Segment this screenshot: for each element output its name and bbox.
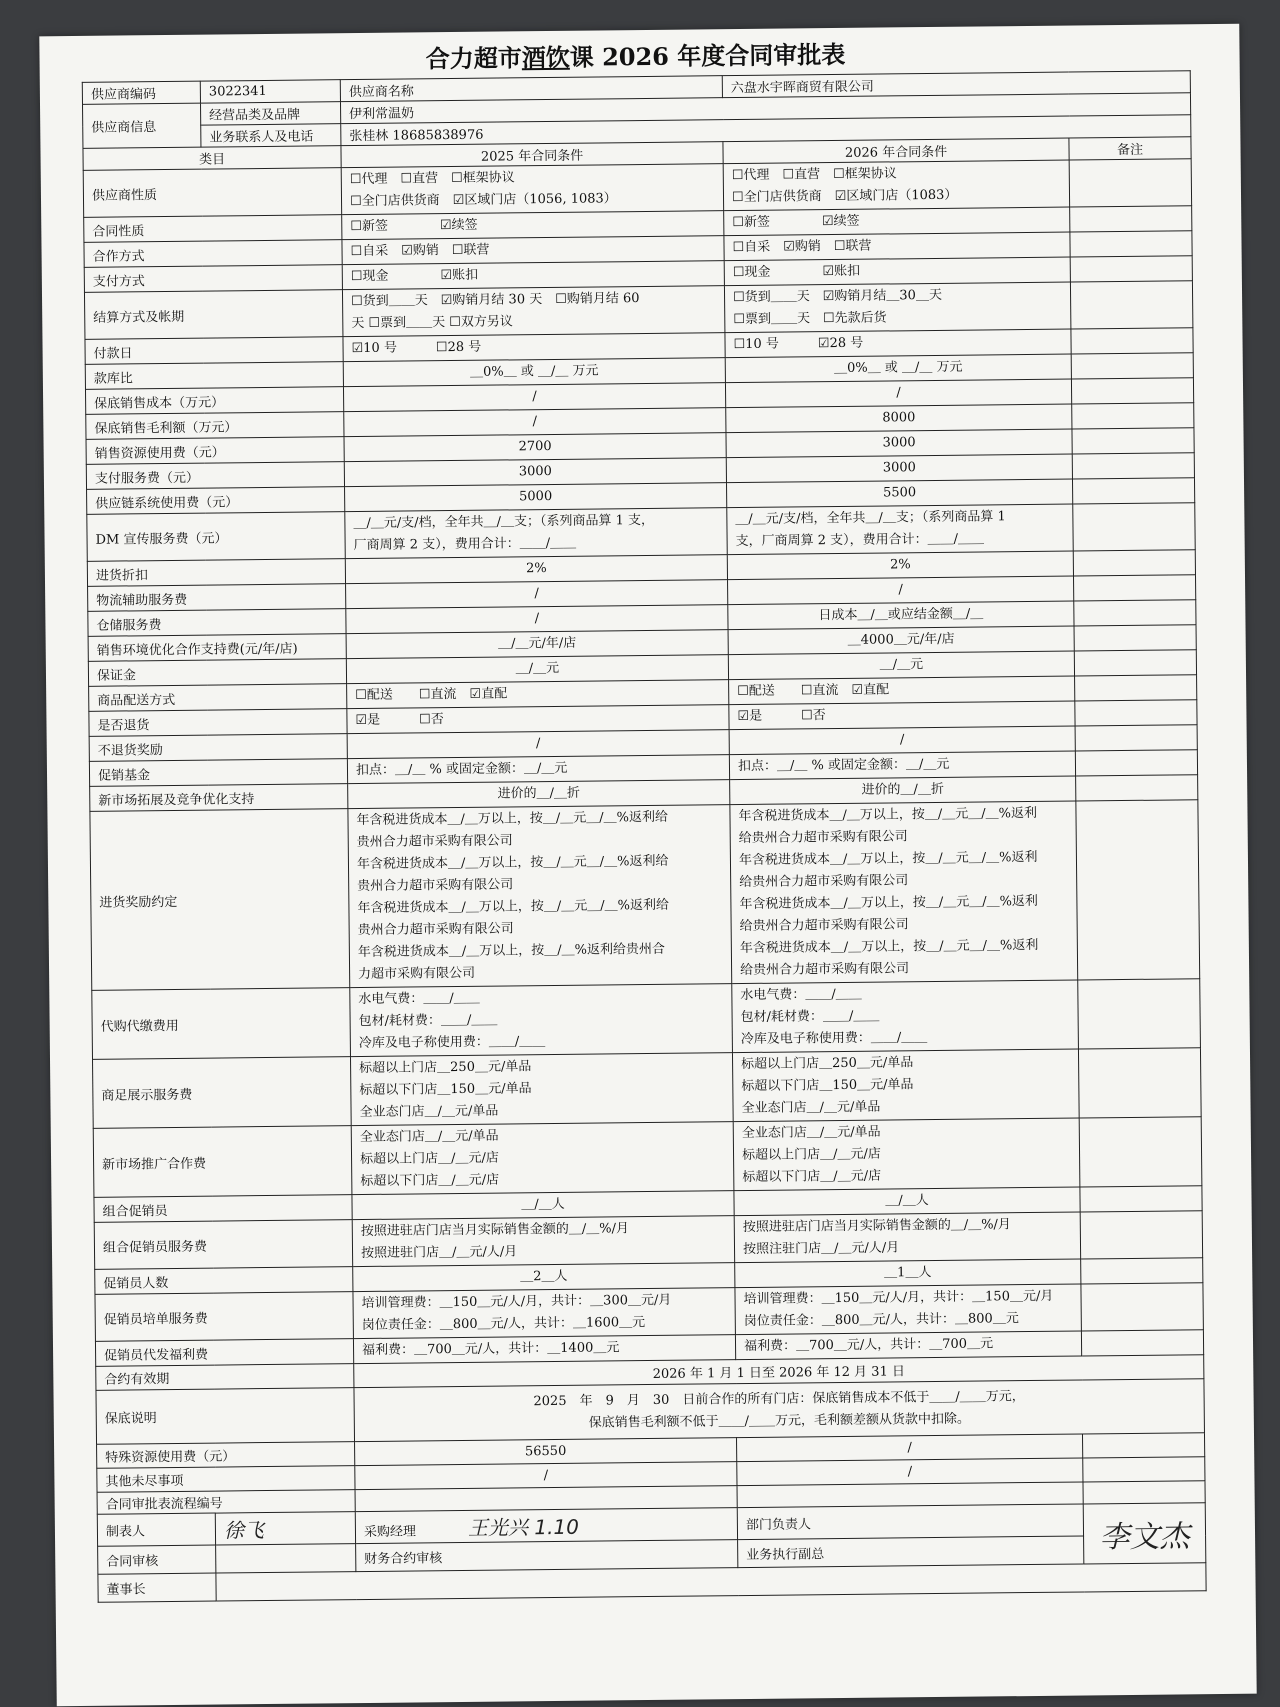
nature-label: 供应商性质 (83, 168, 341, 218)
validity-label: 合约有效期 (96, 1364, 354, 1391)
rebate-2026 (730, 801, 1078, 984)
combosvc-a-line: 按照进驻店门店当月实际销售金额的＿/＿%/月 (360, 1221, 630, 1240)
discount-a-line: 2% (526, 561, 547, 577)
finance-label: 财务合约审核 (356, 1540, 738, 1572)
supply-b-line: 5500 (882, 485, 917, 501)
settle-2025 (342, 286, 724, 337)
combosvc-label: 组合促销员服务费 (94, 1220, 352, 1270)
contact-value: 张桂林 18685838976 (341, 115, 1191, 146)
newpromo-a-line: 标超以下门店＿/＿元/店 (360, 1172, 500, 1190)
newmarket-2026 (730, 776, 1076, 805)
rebate-b-line: 年含税进货成本＿/＿万以上，按＿/＿元＿/＿%返利 (738, 849, 1038, 869)
agent-b-line: 包材/耗材费：＿＿/＿＿ (740, 1008, 880, 1026)
paysvc-note (1072, 453, 1194, 479)
return-label: 是否退货 (89, 709, 347, 737)
header-type: 类目 (83, 146, 341, 171)
rebate-a-line: 贵州合力超市采购有限公司 (357, 877, 514, 895)
display-2025 (350, 1053, 733, 1126)
flow-number-note (1083, 1481, 1205, 1504)
training-2025 (353, 1288, 735, 1339)
rebate-b-line: 给贵州合力超市采购有限公司 (740, 961, 910, 979)
other-2026: / (737, 1458, 1083, 1486)
rebate-label: 进货奖励约定 (90, 809, 350, 991)
resource-label: 销售资源使用费（元） (86, 437, 344, 465)
paysvc-b-line: 3000 (882, 460, 916, 476)
maker-label: 制表人 (97, 1513, 215, 1546)
discount-label: 进货折扣 (87, 559, 345, 587)
contract-label: 合同性质 (84, 215, 342, 243)
combosvc-2025 (352, 1216, 734, 1267)
resource-a-line: 2700 (518, 438, 552, 455)
ratio-2026 (725, 354, 1071, 383)
resource-note (1072, 428, 1194, 454)
newpromo-2025 (351, 1122, 734, 1195)
coop-label: 合作方式 (84, 240, 342, 268)
contract-note (1070, 206, 1192, 232)
agent-b-line: 冷库及电子称使用费：＿＿/＿＿ (740, 1030, 928, 1048)
other-label: 其他未尽事项 (97, 1466, 355, 1493)
combo-2026 (734, 1187, 1080, 1216)
combo-label: 组合促销员 (94, 1195, 352, 1223)
promo-2026 (729, 751, 1075, 780)
env-note (1074, 625, 1196, 651)
agent-note (1078, 979, 1201, 1049)
rebate-a-line: 年含税进货成本＿/＿万以上，按＿/＿元＿/＿%返利给 (356, 809, 669, 829)
resource-b-line: 3000 (882, 435, 916, 451)
training-note (1081, 1283, 1204, 1331)
display-a-line: 标超以上门店＿250＿元/单品 (359, 1059, 532, 1077)
logistics-b-line: / (898, 582, 903, 598)
payday-a-line: ☑10 号 ☐28 号 (351, 339, 482, 357)
dept-head-signature: 李文杰 (1099, 1518, 1190, 1555)
supplier-code-label: 供应商编码 (82, 81, 200, 104)
logistics-a-line: / (534, 586, 539, 602)
payday-2026 (725, 329, 1071, 358)
settle-b-line: ☐货到＿＿天 ☑购销月结＿30＿天 (732, 287, 942, 306)
guar_cost-label: 保底销售成本（万元） (85, 387, 343, 415)
pay-note (1070, 256, 1192, 282)
supplier-name: 六盘水宇晖商贸有限公司 (722, 71, 1190, 98)
display-a-line: 全业态门店＿/＿元/单品 (359, 1103, 499, 1121)
newpromo-b-line: 标超以上门店＿/＿元/店 (741, 1146, 881, 1164)
return-a-line: ☑是 ☐否 (355, 712, 444, 729)
promo-a-line: 扣点：＿/＿ % 或固定金额：＿/＿元 (355, 760, 568, 779)
paysvc-label: 支付服务费（元） (86, 462, 344, 490)
noreturn-label: 不退货奖励 (89, 734, 347, 762)
other-2025: / (355, 1462, 737, 1490)
welfare-a-line: 福利费：＿700＿元/人，共计：＿1400＿元 (361, 1340, 620, 1359)
noreturn-b-line: / (899, 732, 905, 748)
welfare-note (1081, 1330, 1203, 1356)
agent-2026 (732, 980, 1079, 1053)
contract-table (82, 70, 1207, 1603)
welfare-label: 促销员代发福利费 (95, 1339, 353, 1367)
supplier-info-label: 供应商信息 (83, 103, 201, 148)
agent-label: 代购代缴费用 (92, 988, 351, 1060)
rebate-b-line: 年含税进货成本＿/＿万以上，按＿/＿元＿/＿%返利 (738, 805, 1038, 825)
category-value: 伊利常温奶 (340, 93, 1190, 124)
return-note (1075, 700, 1197, 726)
training-b-line: 岗位责任金：＿800＿元/人，共计：＿800＿元 (743, 1311, 1019, 1330)
other-note (1083, 1457, 1205, 1482)
return-b-line: ☑是 ☐否 (737, 708, 826, 725)
promo-note (1075, 750, 1197, 776)
guarantee-text (354, 1379, 1205, 1442)
combosvc-b-line: 按照进驻店门店当月实际销售金额的＿/＿%/月 (742, 1217, 1011, 1236)
approval-form (81, 32, 1205, 1603)
guarantee-line-2: 保底销售毛利额不低于＿＿/＿＿万元，毛利额差额从货款中扣除。 (588, 1411, 971, 1431)
return-2026 (729, 701, 1075, 730)
count-2026 (735, 1259, 1081, 1288)
display-b-line: 标超以下门店＿150＿元/单品 (741, 1077, 914, 1095)
chair-label: 董事长 (98, 1573, 216, 1602)
rebate-a-line: 贵州合力超市采购有限公司 (356, 833, 513, 851)
welfare-b-line: 福利费：＿700＿元/人，共计：＿700＿元 (743, 1336, 994, 1355)
display-b-line: 标超以上门店＿250＿元/单品 (741, 1055, 914, 1073)
warehouse-note (1074, 600, 1196, 626)
document-paper (39, 24, 1256, 1706)
newmarket-label: 新市场拓展及竞争优化支持 (90, 784, 348, 812)
env-2026 (728, 626, 1074, 655)
special-fee-2025: 56550 (355, 1438, 737, 1466)
newpromo-b-line: 标超以下门店＿/＿元/店 (742, 1168, 882, 1186)
combosvc-a-line: 按照进驻门店＿/＿元/人/月 (360, 1244, 518, 1262)
discount-b-line: 2% (889, 557, 911, 573)
rebate-b-line: 年含税进货成本＿/＿万以上，按＿/＿元＿/＿%返利 (739, 893, 1038, 913)
deposit-b-line: ＿/＿元 (879, 657, 924, 673)
supply-a-line: 5000 (519, 488, 553, 505)
nature-2026 (723, 160, 1069, 211)
special-fee-2026: / (737, 1434, 1083, 1462)
coop-a-line: ☐自采 ☑购销 ☐联营 (350, 242, 490, 260)
noreturn-2026 (729, 726, 1075, 755)
buyer-cell (355, 1508, 737, 1544)
combosvc-note (1080, 1211, 1203, 1259)
title-suffix: 课 2026 年度合同审批表 (569, 39, 846, 72)
nature-a-line: ☐代理 ☐直营 ☐框架协议 (349, 170, 515, 188)
discount-note (1073, 550, 1195, 576)
maker-signature: 徐飞 (223, 1518, 265, 1543)
dm-2025 (345, 508, 727, 559)
delivery-b-line: ☐配送 ☐直流 ☑直配 (737, 682, 890, 700)
supplier-name-label: 供应商名称 (340, 76, 722, 102)
warehouse-a-line: / (534, 611, 540, 627)
rebate-note (1076, 800, 1200, 980)
dm-a-line: ＿/＿元/支/档，全年共＿/＿支；（系列商品算 1 支， (353, 512, 655, 532)
agent-b-line: 水电气费：＿＿/＿＿ (740, 986, 862, 1004)
paysvc-a-line: 3000 (518, 463, 552, 480)
guar_margin-note (1072, 403, 1194, 429)
combosvc-2026 (734, 1212, 1080, 1263)
rebate-b-line: 给贵州合力超市采购有限公司 (739, 917, 909, 935)
noreturn-a-line: / (535, 736, 541, 752)
warehouse-label: 仓储服务费 (88, 609, 346, 637)
special-fee-note (1082, 1433, 1204, 1458)
newpromo-a-line: 标超以上门店＿/＿元/店 (359, 1150, 499, 1168)
settle-a-line: ☐货到＿＿天 ☑购销月结 30 天 ☐购销月结 60 (351, 291, 640, 310)
combosvc-b-line: 按照注驻门店＿/＿元/人/月 (742, 1240, 900, 1258)
delivery-2026 (729, 676, 1075, 705)
deposit-label: 保证金 (88, 659, 346, 687)
dm-2026 (727, 504, 1073, 555)
pay-b-line: ☐现金 ☑账扣 (732, 263, 861, 281)
display-b-line: 全业态门店＿/＿元/单品 (741, 1099, 881, 1117)
dm-note (1073, 503, 1196, 551)
rebate-b-line: 年含税进货成本＿/＿万以上，按＿/＿元＿/＿%返利 (739, 937, 1039, 957)
flow-number-label: 合同审批表流程编号 (97, 1490, 355, 1515)
logistics-note (1073, 575, 1195, 601)
dm-b-line: ＿/＿元/支/档，全年共＿/＿支；（系列商品算 1 (735, 509, 1006, 528)
warehouse-2026 (728, 601, 1074, 630)
rebate-a-line: 贵州合力超市采购有限公司 (357, 921, 514, 939)
nature-a-line: ☐全门店供货商 ☑区域门店（1056, 1083） (349, 191, 617, 210)
rebate-a-line: 年含税进货成本＿/＿万以上，按＿/＿%返利给贵州合 (357, 941, 666, 961)
dm-b-line: 支，厂商周算 2 支），费用合计：＿＿/＿＿ (735, 531, 985, 550)
title-prefix: 合力超市 (425, 43, 522, 74)
nature-b-line: ☐代理 ☐直营 ☐框架协议 (731, 166, 897, 184)
count-a-line: ＿2＿人 (520, 1268, 568, 1285)
settle-a-line: 天 ☐票到＿＿天 ☐双方另议 (351, 314, 513, 332)
rebate-a-line: 力超市采购有限公司 (358, 965, 476, 983)
guar_cost-a-line: / (532, 389, 537, 405)
payday-b-line: ☐10 号 ☑28 号 (733, 335, 864, 353)
guar_margin-2026 (726, 404, 1072, 433)
coop-note (1070, 231, 1192, 257)
dept-head-signature-cell (1083, 1503, 1206, 1564)
deposit-note (1074, 650, 1196, 676)
welfare-2026 (735, 1331, 1081, 1360)
combo-a-line: ＿/＿人 (521, 1196, 565, 1213)
vp-label: 业务执行副总 (738, 1536, 1084, 1568)
guar_margin-b-line: 8000 (882, 410, 916, 426)
title-dept: 酒饮 (521, 42, 570, 73)
count-b-line: ＿1＿人 (884, 1265, 932, 1281)
agent-a-line: 冷库及电子称使用费：＿＿/＿＿ (358, 1034, 546, 1052)
guar_margin-a-line: / (532, 414, 538, 430)
row-agent (92, 979, 1201, 1060)
dept-head-label: 部门负责人 (737, 1504, 1083, 1540)
maker-signature-cell (215, 1512, 355, 1545)
env-a-line: ＿/＿元/年/店 (498, 635, 577, 652)
dm-a-line: 厂商周算 2 支），费用合计：＿＿/＿＿ (353, 535, 577, 554)
rebate-a-line: 年含税进货成本＿/＿万以上，按＿/＿元＿/＿%返利给 (357, 897, 670, 917)
pay-2026 (724, 257, 1070, 286)
buyer-signature: 王光兴 1.10 (467, 1514, 579, 1540)
newpromo-b-line: 全业态门店＿/＿元/单品 (741, 1124, 881, 1142)
combo-b-line: ＿/＿人 (885, 1193, 929, 1209)
guar_cost-2026 (725, 379, 1071, 408)
header-2026: 2026 年合同条件 (723, 138, 1069, 164)
settle-label: 结算方式及帐期 (84, 290, 342, 340)
newpromo-a-line: 全业态门店＿/＿元/单品 (359, 1128, 499, 1146)
nature-note (1069, 159, 1192, 207)
contract-b-line: ☐新签 ☑续签 (732, 213, 860, 231)
coop-2026 (724, 232, 1070, 261)
pay-label: 支付方式 (84, 265, 342, 293)
deposit-2026 (728, 651, 1074, 680)
supply-label: 供应链系统使用费（元） (87, 487, 345, 515)
nature-2025 (341, 164, 723, 215)
rebate-2025 (348, 805, 732, 988)
settle-b-line: ☐票到＿＿天 ☐先款后货 (733, 310, 887, 328)
display-label: 商足展示服务费 (93, 1057, 352, 1129)
newmarket-a-line: 进价的＿/＿折 (497, 785, 581, 802)
guarantee-line-1: 2025 年 9 月 30 日前合作的所有门店：保底销售成本不低于＿＿/＿＿万元， (533, 1388, 1025, 1409)
ratio-note (1071, 353, 1193, 379)
rebate-a-line: 年含税进货成本＿/＿万以上，按＿/＿元＿/＿%返利给 (356, 853, 669, 873)
header-note: 备注 (1069, 137, 1191, 160)
newpromo-note (1079, 1117, 1202, 1187)
count-note (1081, 1258, 1203, 1284)
row-rebate (90, 800, 1200, 991)
promo-b-line: 扣点：＿/＿ % 或固定金额：＿/＿元 (737, 756, 950, 775)
row-display (93, 1048, 1202, 1129)
newpromo-2026 (733, 1118, 1080, 1191)
delivery-note (1075, 675, 1197, 701)
training-a-line: 岗位责任金：＿800＿元/人，共计：＿1600＿元 (361, 1315, 646, 1334)
delivery-a-line: ☐配送 ☐直流 ☑直配 (355, 686, 508, 704)
agent-a-line: 水电气费：＿＿/＿＿ (358, 990, 480, 1008)
warehouse-b-line: 日成本＿/＿或应结金额＿/＿ (818, 606, 984, 624)
newpromo-label: 新市场推广合作费 (93, 1126, 352, 1198)
ratio-label: 款库比 (85, 362, 343, 390)
delivery-label: 商品配送方式 (89, 684, 347, 712)
review-signature-cell (216, 1544, 356, 1573)
guarantee-label: 保底说明 (96, 1388, 355, 1445)
combo-note (1080, 1186, 1202, 1212)
guar_cost-b-line: / (896, 385, 901, 401)
agent-a-line: 包材/耗材费：＿＿/＿＿ (358, 1012, 498, 1030)
review-label: 合同审核 (98, 1545, 216, 1574)
logistics-2026 (728, 576, 1074, 605)
dm-label: DM 宣传服务费（元） (87, 512, 345, 562)
training-a-line: 培训管理费：＿150＿元/人/月，共计：＿300＿元/月 (361, 1292, 672, 1312)
category-label: 经营品类及品牌 (200, 102, 340, 125)
promo-label: 促销基金 (89, 759, 347, 787)
settle-note (1070, 281, 1193, 329)
validity-value: 2026 年 1 月 1 日至 2026 年 12 月 31 日 (354, 1355, 1204, 1388)
display-a-line: 标超以下门店＿150＿元/单品 (359, 1081, 532, 1099)
newmarket-b-line: 进价的＿/＿折 (861, 781, 944, 798)
agent-2025 (350, 984, 733, 1057)
env-b-line: ＿4000＿元/年/店 (847, 631, 955, 648)
count-label: 促销员人数 (95, 1267, 353, 1295)
pay-a-line: ☐现金 ☑账扣 (350, 267, 479, 285)
training-2026 (735, 1284, 1081, 1335)
payday-note (1071, 328, 1193, 354)
payday-label: 付款日 (85, 337, 343, 365)
ratio-b-line: ＿0%＿ 或 ＿/＿ 万元 (834, 359, 963, 377)
training-label: 促销员培单服务费 (95, 1292, 353, 1342)
resource-2026 (726, 429, 1072, 458)
contract-2026 (724, 207, 1070, 236)
header-2025: 2025 年合同条件 (341, 142, 723, 168)
rebate-b-line: 给贵州合力超市采购有限公司 (738, 829, 908, 847)
guar_cost-note (1071, 378, 1193, 404)
row-newpromo (93, 1117, 1202, 1198)
noreturn-note (1075, 725, 1197, 751)
rebate-b-line: 给贵州合力超市采购有限公司 (739, 873, 909, 891)
discount-2026 (727, 551, 1073, 580)
nature-b-line: ☐全门店供货商 ☑区域门店（1083） (731, 187, 958, 206)
supply-note (1072, 478, 1194, 504)
display-2026 (732, 1049, 1079, 1122)
env-label: 销售环境优化合作支持费(元/年/店) (88, 634, 346, 662)
supply-2026 (727, 479, 1073, 508)
training-b-line: 培训管理费：＿150＿元/人/月，共计：＿150＿元/月 (743, 1288, 1054, 1308)
logistics-label: 物流辅助服务费 (88, 584, 346, 612)
contract-a-line: ☐新签 ☑续签 (350, 217, 478, 235)
supplier-code: 3022341 (200, 80, 340, 103)
paysvc-2026 (726, 454, 1072, 483)
display-note (1078, 1048, 1201, 1118)
contact-label: 业务联系人及电话 (201, 124, 341, 147)
buyer-label: 采购经理 (363, 1524, 417, 1541)
guar_margin-label: 保底销售毛利额（万元） (86, 412, 344, 440)
coop-b-line: ☐自采 ☑购销 ☐联营 (732, 238, 872, 256)
newmarket-note (1076, 775, 1198, 801)
ratio-a-line: ＿0%＿ 或 ＿/＿ 万元 (470, 363, 599, 380)
settle-2026 (724, 282, 1070, 333)
deposit-a-line: ＿/＿元 (515, 660, 560, 677)
special-fee-label: 特殊资源使用费（元） (97, 1442, 355, 1469)
